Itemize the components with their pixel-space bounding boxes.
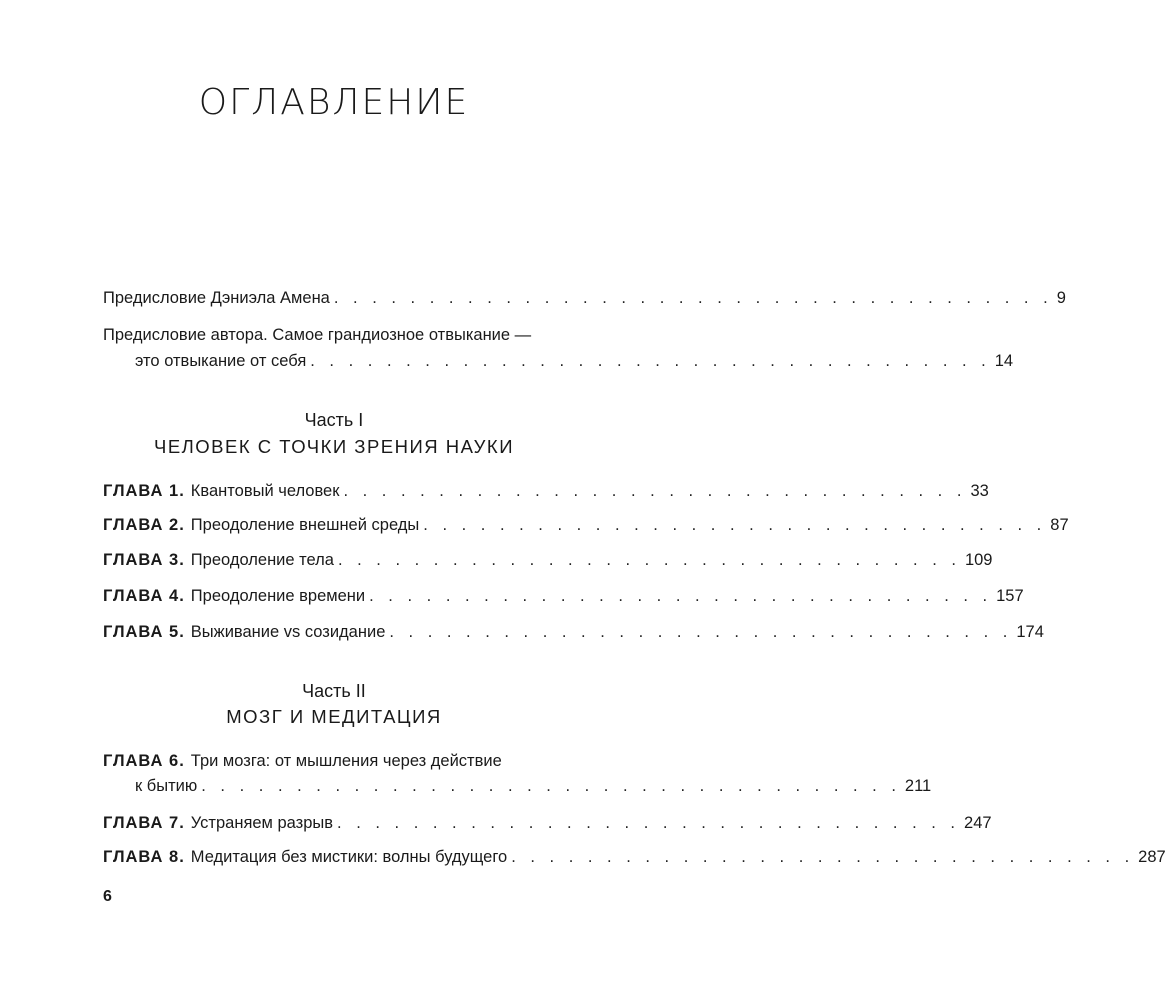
toc-entry-chapter-1[interactable] xyxy=(103,480,989,502)
toc-entry-chapter-4[interactable] xyxy=(103,585,1024,607)
chapter-page: 247 xyxy=(964,814,992,832)
toc-entry-chapter-6[interactable] xyxy=(103,750,932,797)
dot-leader: . . . . . . . . . . . . . . . . . . . . . . . . . . . . . . . . . . . . xyxy=(310,352,991,370)
dot-leader: . . . . . . . . . . . . . . . . . . . . . . . . . . . . . . . . . xyxy=(511,848,1135,866)
chapter-title: Преодоление внешней среды xyxy=(190,516,420,534)
chapter-number: ГЛАВА 7. xyxy=(103,814,185,832)
chapter-page: 87 xyxy=(1050,516,1069,534)
entry-page: 9 xyxy=(1056,289,1066,307)
chapter-number: ГЛАВА 3. xyxy=(103,551,185,569)
chapter-title: Три мозга: от мышления через действие xyxy=(190,752,502,770)
page-title: ОГЛАВЛЕНИЕ xyxy=(198,82,470,123)
chapter-title: Квантовый человек xyxy=(190,482,340,500)
chapter-title-continued: к бытию xyxy=(135,777,198,795)
dot-leader: . . . . . . . . . . . . . . . . . . . . . . . . . . . . . . . . . xyxy=(369,587,993,605)
chapter-page: 211 xyxy=(904,777,932,795)
chapter-page: 174 xyxy=(1016,623,1044,641)
chapter-page: 33 xyxy=(970,482,989,500)
part-title: ЧЕЛОВЕК С ТОЧКИ ЗРЕНИЯ НАУКИ xyxy=(153,436,514,457)
page-number: 6 xyxy=(103,888,112,905)
toc-entry-chapter-8[interactable] xyxy=(103,846,1166,868)
chapter-title: Устраняем разрыв xyxy=(190,814,334,832)
chapter-number: ГЛАВА 8. xyxy=(103,848,185,866)
dot-leader: . . . . . . . . . . . . . . . . . . . . . . . . . . . . . . . . . xyxy=(389,623,1013,641)
chapter-number: ГЛАВА 5. xyxy=(103,623,185,641)
part-title: МОЗГ И МЕДИТАЦИЯ xyxy=(226,706,442,727)
part-label: Часть I xyxy=(304,410,364,430)
dot-leader: . . . . . . . . . . . . . . . . . . . . . . . . . . . . . . . . . xyxy=(343,482,967,500)
entry-title-continued: это отвыкание от себя xyxy=(135,352,307,370)
chapter-page: 287 xyxy=(1138,848,1166,866)
chapter-number: ГЛАВА 4. xyxy=(103,587,185,605)
chapter-title: Преодоление тела xyxy=(190,551,334,569)
toc-entry-chapter-5[interactable] xyxy=(103,621,1044,643)
dot-leader: . . . . . . . . . . . . . . . . . . . . . . . . . . . . . . . . . . . . . . xyxy=(333,289,1053,307)
chapter-number: ГЛАВА 2. xyxy=(103,516,185,534)
dot-leader: . . . . . . . . . . . . . . . . . . . . . . . . . . . . . . . . . xyxy=(337,814,961,832)
part-label: Часть II xyxy=(302,681,366,701)
chapter-number: ГЛАВА 6. xyxy=(103,752,185,770)
chapter-title: Выживание vs созидание xyxy=(190,623,386,641)
chapter-title: Медитация без мистики: волны будущего xyxy=(190,848,508,866)
dot-leader: . . . . . . . . . . . . . . . . . . . . . . . . . . . . . . . . . xyxy=(337,551,961,569)
chapter-page: 109 xyxy=(964,551,993,569)
dot-leader: . . . . . . . . . . . . . . . . . . . . . . . . . . . . . . . . . xyxy=(423,516,1047,534)
toc-entry-preface-author[interactable] xyxy=(103,324,1014,372)
toc-entry-chapter-7[interactable] xyxy=(103,812,992,834)
toc-entry-chapter-3[interactable] xyxy=(103,549,993,571)
toc-entry-chapter-2[interactable] xyxy=(103,514,1069,536)
entry-page: 14 xyxy=(994,352,1014,370)
entry-title: Предисловие автора. Самое грандиозное отвыкание — xyxy=(103,326,532,344)
chapter-title: Преодоление времени xyxy=(190,587,366,605)
entry-title: Предисловие Дэниэла Амена xyxy=(103,289,330,307)
chapter-page: 157 xyxy=(996,587,1024,605)
chapter-number: ГЛАВА 1. xyxy=(103,482,185,500)
dot-leader: . . . . . . . . . . . . . . . . . . . . . . . . . . . . . . . . . . . . . xyxy=(201,777,901,795)
toc-entry-preface-amen[interactable] xyxy=(103,287,1066,309)
